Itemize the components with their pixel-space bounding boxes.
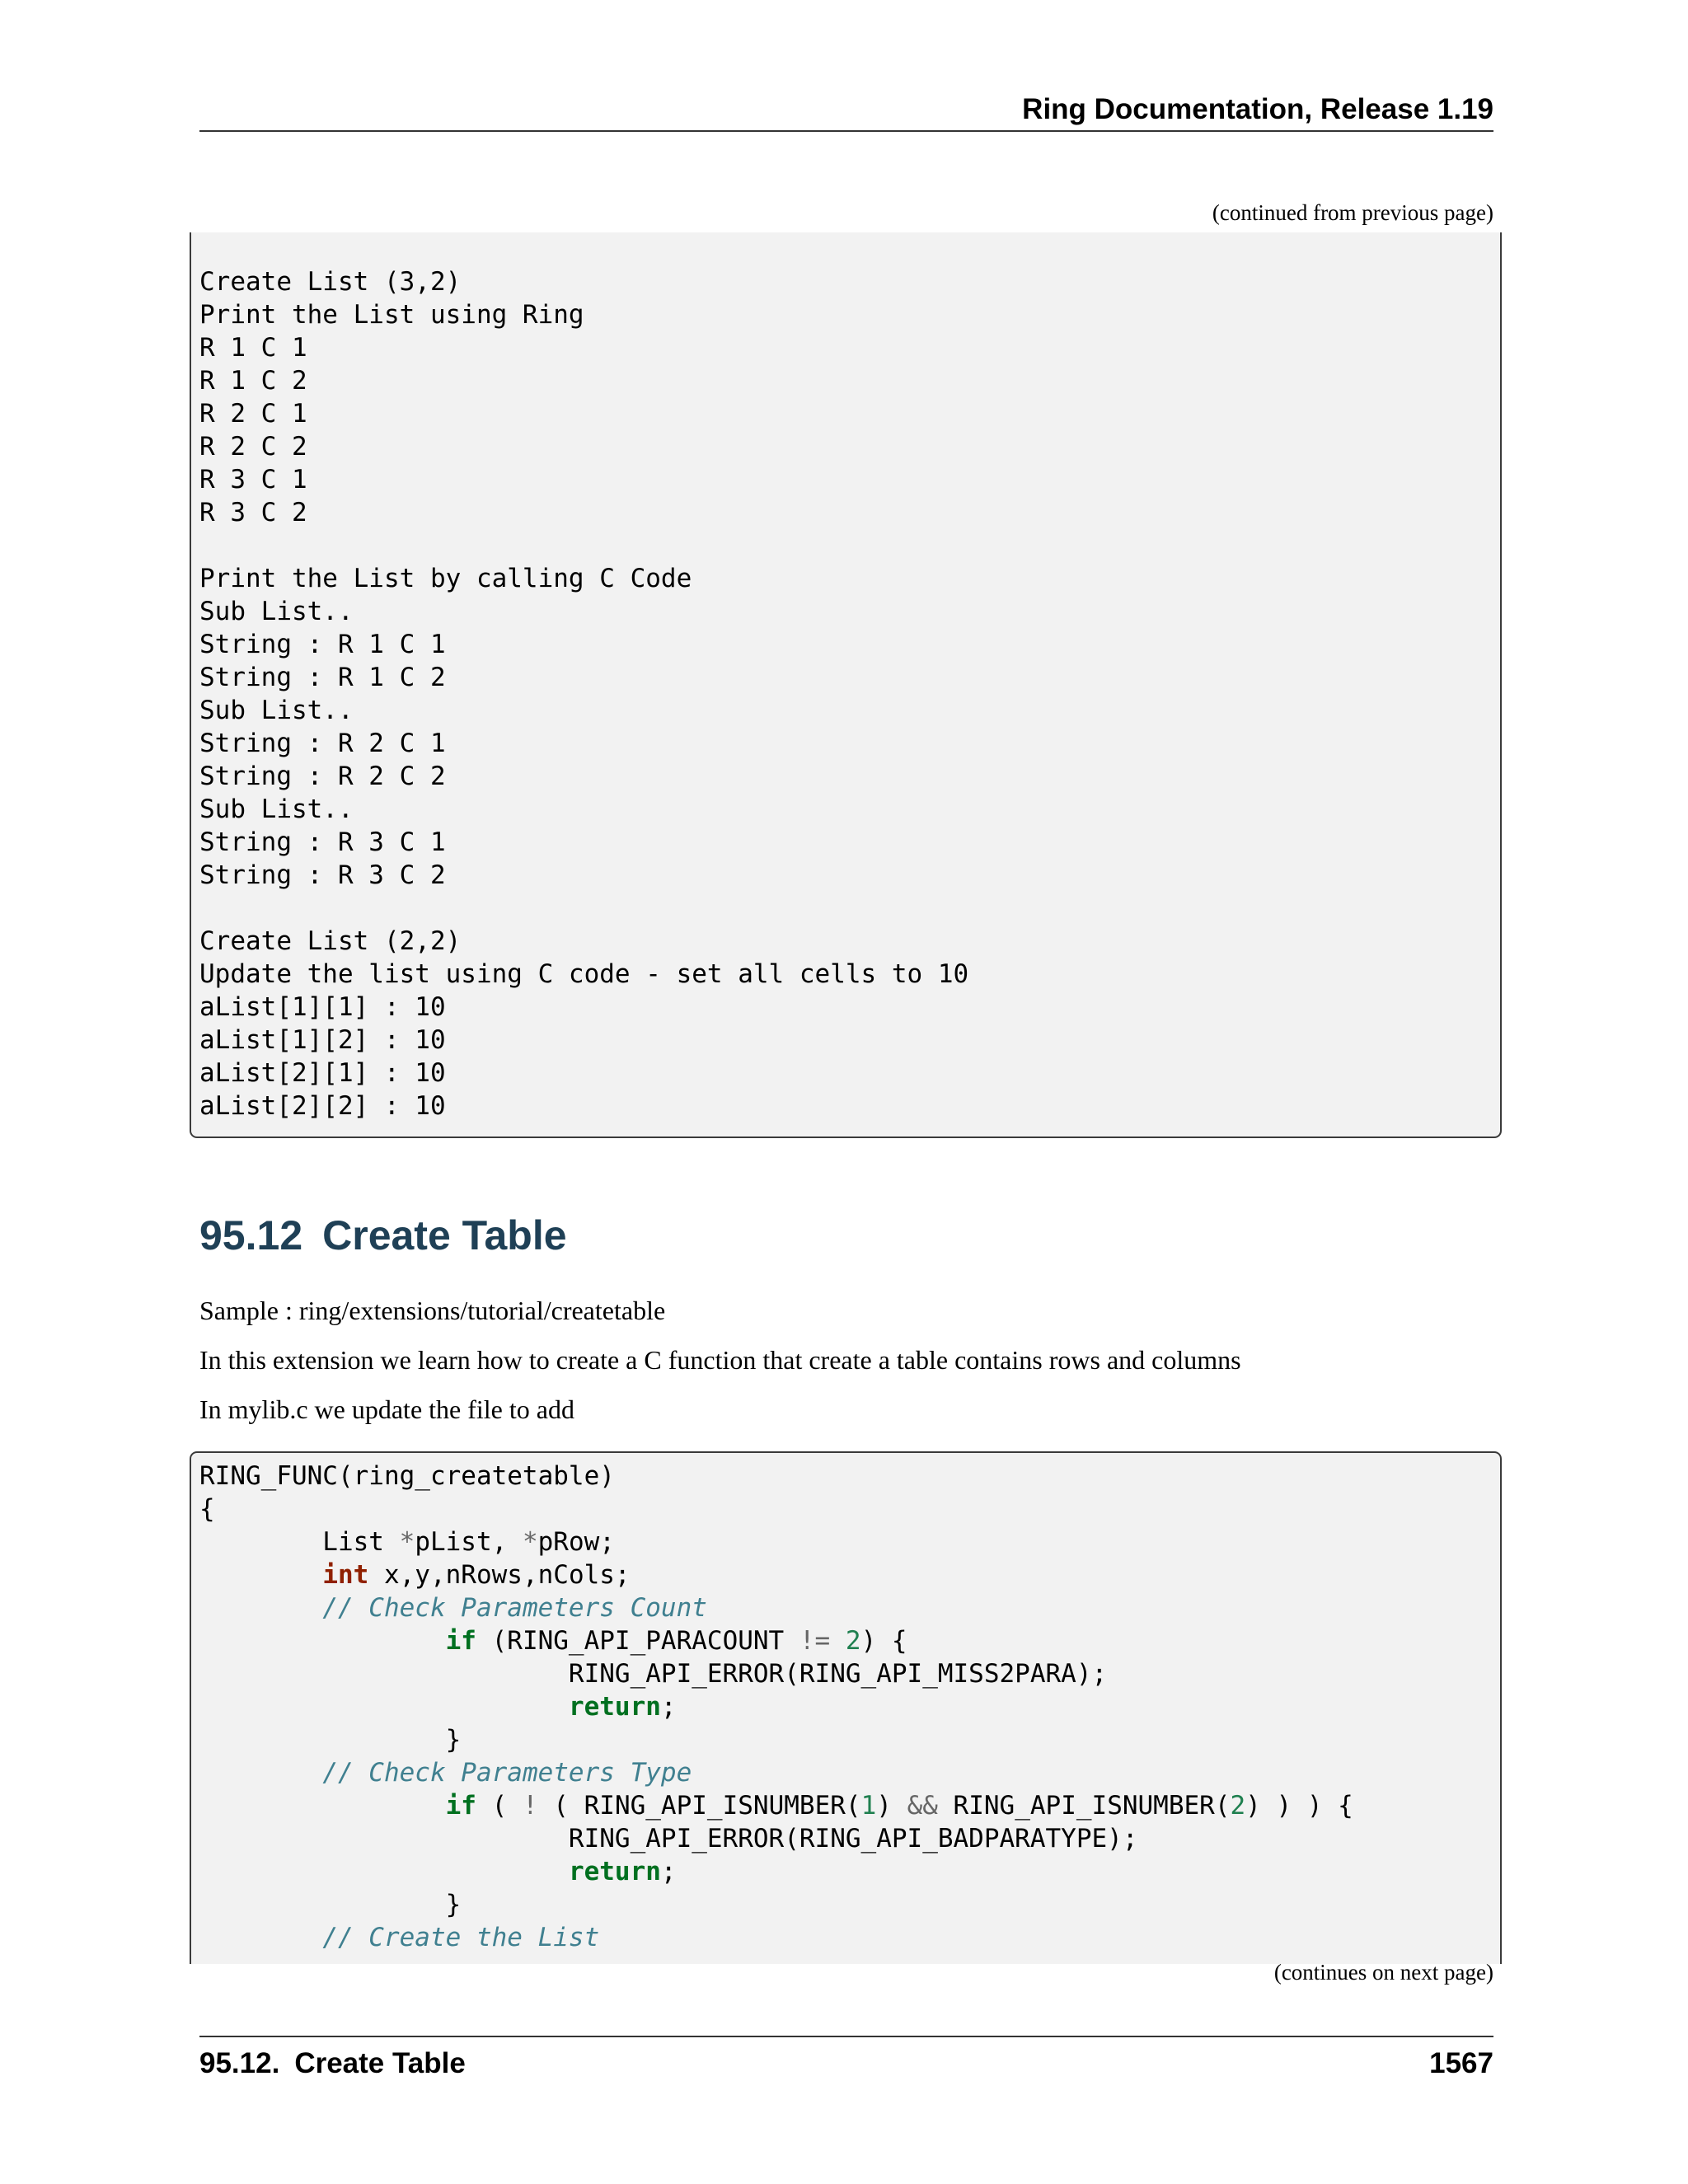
continued-from-note: (continued from previous page)	[1212, 200, 1493, 225]
code-line: List *pList, *pRow;	[199, 1527, 615, 1557]
page-header	[199, 89, 1493, 132]
intro-paragraph: In this extension we learn how to create a C function that create a table contains rows and columns	[199, 1345, 1241, 1375]
section-heading	[199, 1207, 567, 1264]
code-line: RING_API_ERROR(RING_API_BADPARATYPE);	[199, 1824, 1138, 1854]
code-line: String : R 1 C 2	[199, 663, 446, 692]
code-line: String : R 2 C 2	[199, 762, 446, 791]
code-line: Update the list using C code - set all cells to 10	[199, 959, 969, 989]
code-line: Sub List..	[199, 794, 354, 824]
footer-section-number: 95.12.	[199, 2047, 280, 2079]
continues-on-note: (continues on next page)	[1273, 1960, 1493, 1985]
c-code	[191, 1453, 1500, 1954]
code-line: Create List (2,2)	[199, 926, 462, 956]
doc-title: Ring Documentation, Release 1.19	[1022, 93, 1493, 125]
code-line: String : R 1 C 1	[199, 630, 446, 659]
section-number: 95.12	[199, 1212, 303, 1258]
code-line: }	[199, 1890, 462, 1919]
code-line: R 3 C 1	[199, 465, 307, 494]
page-number: 1567	[1429, 2047, 1493, 2079]
code-line: return;	[568, 1857, 677, 1886]
code-line: R 2 C 2	[199, 432, 307, 462]
update-paragraph: In mylib.c we update the file to add	[199, 1394, 574, 1424]
code-line: String : R 3 C 1	[199, 827, 446, 857]
code-line: aList[1][2] : 10	[199, 1025, 446, 1055]
code-line: Create List (3,2)	[199, 267, 462, 297]
code-line: return;	[568, 1692, 677, 1722]
code-line: // Create the List	[322, 1923, 600, 1952]
code-line: aList[2][1] : 10	[199, 1058, 446, 1088]
code-line: {	[199, 1494, 215, 1524]
code-line: Sub List..	[199, 696, 354, 725]
footer-section	[199, 2047, 466, 2080]
code-line: R 2 C 1	[199, 399, 307, 429]
sample-path-text: Sample : ring/extensions/tutorial/createtable	[199, 1296, 666, 1325]
code-line: if (RING_API_PARACOUNT != 2) {	[445, 1626, 907, 1656]
code-line: Print the List by calling C Code	[199, 564, 692, 593]
code-line: RING_FUNC(ring_createtable)	[199, 1461, 615, 1491]
footer-section-title: Create Table	[294, 2047, 466, 2079]
code-line: R 1 C 2	[199, 366, 307, 396]
code-line: String : R 3 C 2	[199, 860, 446, 890]
code-line	[199, 529, 1500, 562]
section-title: Create Table	[322, 1212, 567, 1258]
output-code	[191, 232, 1500, 1122]
code-line: Sub List..	[199, 597, 354, 626]
code-line: // Check Parameters Count	[322, 1593, 707, 1623]
code-line: String : R 2 C 1	[199, 729, 446, 758]
code-line: // Check Parameters Type	[322, 1758, 692, 1788]
code-line: aList[2][2] : 10	[199, 1091, 446, 1121]
output-code-block	[190, 232, 1502, 1138]
code-line: if ( ! ( RING_API_ISNUMBER(1) && RING_API_ISNUMBER(2) ) ) {	[445, 1791, 1353, 1821]
code-line: int x,y,nRows,nCols;	[322, 1560, 631, 1590]
code-line: RING_API_ERROR(RING_API_MISS2PARA);	[199, 1659, 1108, 1689]
code-line: R 1 C 1	[199, 333, 307, 363]
c-code-block	[190, 1451, 1502, 1964]
code-line: aList[1][1] : 10	[199, 992, 446, 1022]
code-line	[199, 892, 1500, 925]
code-line: R 3 C 2	[199, 498, 307, 527]
code-line: Print the List using Ring	[199, 300, 584, 330]
code-line: }	[199, 1725, 462, 1755]
page-footer	[199, 2036, 1493, 2083]
code-line	[199, 232, 1500, 265]
